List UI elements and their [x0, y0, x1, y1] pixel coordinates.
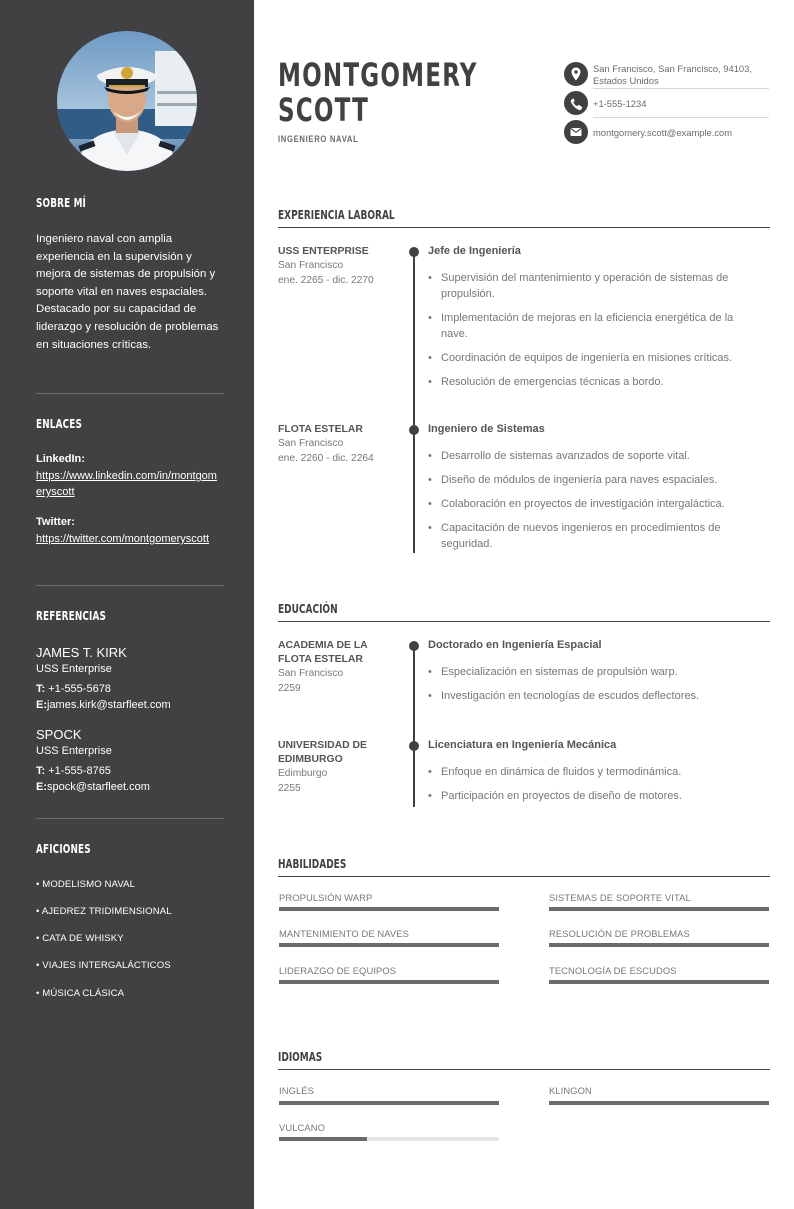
hobby-item: • CATA DE WHISKY [36, 933, 124, 944]
skill-bar [549, 907, 769, 911]
reference-phone-label: T: [36, 683, 46, 695]
entry-bullet: • Especialización en sistemas de propulsión warp. [428, 664, 758, 680]
experience-timeline [413, 251, 415, 553]
links-heading: ENLACES [36, 417, 83, 431]
entry-dates: 2259 [278, 683, 301, 694]
reference-phone [36, 683, 111, 695]
entry-role: Licenciatura en Ingeniería Mecánica [428, 739, 617, 751]
skill-bar-fill [549, 980, 769, 984]
entry-organization: FLOTA ESTELAR [278, 424, 363, 435]
hobby-item: • MÚSICA CLÁSICA [36, 988, 125, 999]
about-text: Ingeniero naval con amplia experiencia en la supervisión y mejora de sistemas de propulsión y soporte vital en naves espaciales. Destacado por su capacidad de liderazgo y resolución de problemas en situaciones críticas. [36, 233, 219, 351]
language-bar-fill [549, 1101, 769, 1105]
sidebar [0, 0, 254, 1209]
skill-label: SISTEMAS DE SOPORTE VITAL [549, 892, 691, 903]
skill-bar-fill [549, 943, 769, 947]
language-bar [279, 1101, 499, 1105]
skill-bar-fill [279, 943, 499, 947]
avatar-image [57, 31, 197, 171]
entry-bullet: • Implementación de mejoras en la eficiencia energética de la nave. [428, 310, 758, 342]
twitter-link[interactable]: https://twitter.com/montgomeryscott [36, 533, 210, 545]
contact-address: San Francisco, San Francisco, 94103, Estados Unidos [593, 63, 752, 86]
envelope-icon [564, 120, 588, 144]
hobby-item: • MODELISMO NAVAL [36, 879, 136, 890]
languages-heading: IDIOMAS [278, 1049, 323, 1064]
reference-org: USS Enterprise [36, 745, 112, 757]
twitter-label: Twitter: [36, 516, 75, 528]
sidebar-divider [36, 818, 224, 819]
language-bar [549, 1101, 769, 1105]
entry-location: San Francisco [278, 438, 344, 449]
entry-dates: 2255 [278, 783, 301, 794]
entry-role: Ingeniero de Sistemas [428, 423, 545, 435]
reference-email [36, 699, 171, 711]
entry-organization: USS ENTERPRISE [278, 246, 369, 257]
skills-heading: HABILIDADES [278, 856, 347, 871]
skill-bar [279, 943, 499, 947]
section-rule [278, 227, 770, 228]
skill-label: RESOLUCIÓN DE PROBLEMAS [549, 928, 690, 939]
last-name: SCOTT [278, 91, 370, 129]
phone-icon [564, 91, 588, 115]
entry-location: San Francisco [278, 260, 344, 271]
reference-email-value: james.kirk@starfleet.com [47, 699, 171, 711]
section-rule [278, 1069, 770, 1070]
timeline-dot [409, 425, 419, 435]
entry-bullet: • Participación en proyectos de diseño de motores. [428, 788, 758, 804]
skill-bar-fill [549, 907, 769, 911]
references-heading: REFERENCIAS [36, 609, 107, 623]
entry-bullet: • Investigación en tecnologías de escudos deflectores. [428, 688, 758, 704]
contact-divider [593, 117, 769, 118]
reference-email-label: E: [36, 781, 47, 793]
reference-email-label: E: [36, 699, 47, 711]
about-heading: SOBRE MÍ [36, 196, 87, 210]
hobby-item: • AJEDREZ TRIDIMENSIONAL [36, 906, 172, 917]
skill-label: MANTENIMIENTO DE NAVES [279, 928, 409, 939]
language-bar-fill [279, 1137, 367, 1141]
sidebar-divider [36, 393, 224, 394]
job-title: INGENIERO NAVAL [278, 134, 359, 144]
skill-bar [549, 943, 769, 947]
reference-phone-value: +1-555-5678 [48, 683, 111, 695]
section-rule [278, 876, 770, 877]
reference-name: SPOCK [36, 727, 82, 742]
language-label: VULCANO [279, 1122, 326, 1133]
entry-bullet: • Diseño de módulos de ingeniería para naves espaciales. [428, 472, 758, 488]
entry-bullet: • Colaboración en proyectos de investigación intergaláctica. [428, 496, 758, 512]
contact-email[interactable]: montgomery.scott@example.com [593, 127, 733, 138]
linkedin-link[interactable]: https://www.linkedin.com/in/montgomeryscott [36, 470, 217, 498]
sidebar-divider [36, 585, 224, 586]
entry-organization: ACADEMIA DE LA FLOTA ESTELAR [278, 640, 368, 665]
skill-bar [279, 980, 499, 984]
entry-bullet: • Resolución de emergencias técnicas a bordo. [428, 374, 758, 390]
entry-bullet: • Enfoque en dinámica de fluidos y termodinámica. [428, 764, 758, 780]
reference-email [36, 781, 150, 793]
location-pin-icon [564, 62, 588, 86]
reference-phone [36, 765, 111, 777]
language-bar [279, 1137, 499, 1141]
timeline-dot [409, 741, 419, 751]
skill-label: LIDERAZGO DE EQUIPOS [279, 965, 397, 976]
skill-bar [549, 980, 769, 984]
profile-photo [57, 31, 197, 171]
entry-bullet: • Desarrollo de sistemas avanzados de soporte vital. [428, 448, 758, 464]
skill-bar-fill [279, 907, 499, 911]
hobbies-heading: AFICIONES [36, 842, 91, 856]
reference-name: JAMES T. KIRK [36, 645, 127, 660]
hobby-item: • VIAJES INTERGALÁCTICOS [36, 960, 171, 971]
linkedin-label: LinkedIn: [36, 453, 85, 465]
first-name: MONTGOMERY [278, 56, 478, 94]
reference-org: USS Enterprise [36, 663, 112, 675]
full-name [278, 58, 486, 128]
contact-divider [593, 88, 769, 89]
entry-location: Edimburgo [278, 768, 328, 779]
skill-label: PROPULSIÓN WARP [279, 892, 373, 903]
language-label: KLINGON [549, 1085, 592, 1096]
skill-bar-fill [279, 980, 499, 984]
entry-dates: ene. 2260 - dic. 2264 [278, 453, 374, 464]
entry-bullet: • Coordinación de equipos de ingeniería en misiones críticas. [428, 350, 758, 366]
skill-label: TECNOLOGÍA DE ESCUDOS [549, 965, 677, 976]
contact-phone: +1-555-1234 [593, 98, 647, 109]
entry-role: Doctorado en Ingeniería Espacial [428, 639, 602, 651]
reference-email-value: spock@starfleet.com [47, 781, 150, 793]
entry-dates: ene. 2265 - dic. 2270 [278, 275, 374, 286]
language-label: INGLÉS [279, 1085, 314, 1096]
entry-location: San Francisco [278, 668, 344, 679]
reference-phone-value: +1-555-8765 [48, 765, 111, 777]
entry-bullet: • Capacitación de nuevos ingenieros en procedimientos de seguridad. [428, 520, 758, 552]
entry-role: Jefe de Ingeniería [428, 245, 521, 257]
timeline-dot [409, 641, 419, 651]
experience-heading: EXPERIENCIA LABORAL [278, 207, 395, 222]
skill-bar [279, 907, 499, 911]
language-bar-fill [279, 1101, 499, 1105]
education-heading: EDUCACIÓN [278, 601, 338, 616]
section-rule [278, 621, 770, 622]
reference-phone-label: T: [36, 765, 46, 777]
education-timeline [413, 645, 415, 807]
entry-organization: UNIVERSIDAD DE EDIMBURGO [278, 740, 367, 765]
entry-bullet: • Supervisión del mantenimiento y operación de sistemas de propulsión. [428, 270, 758, 302]
timeline-dot [409, 247, 419, 257]
